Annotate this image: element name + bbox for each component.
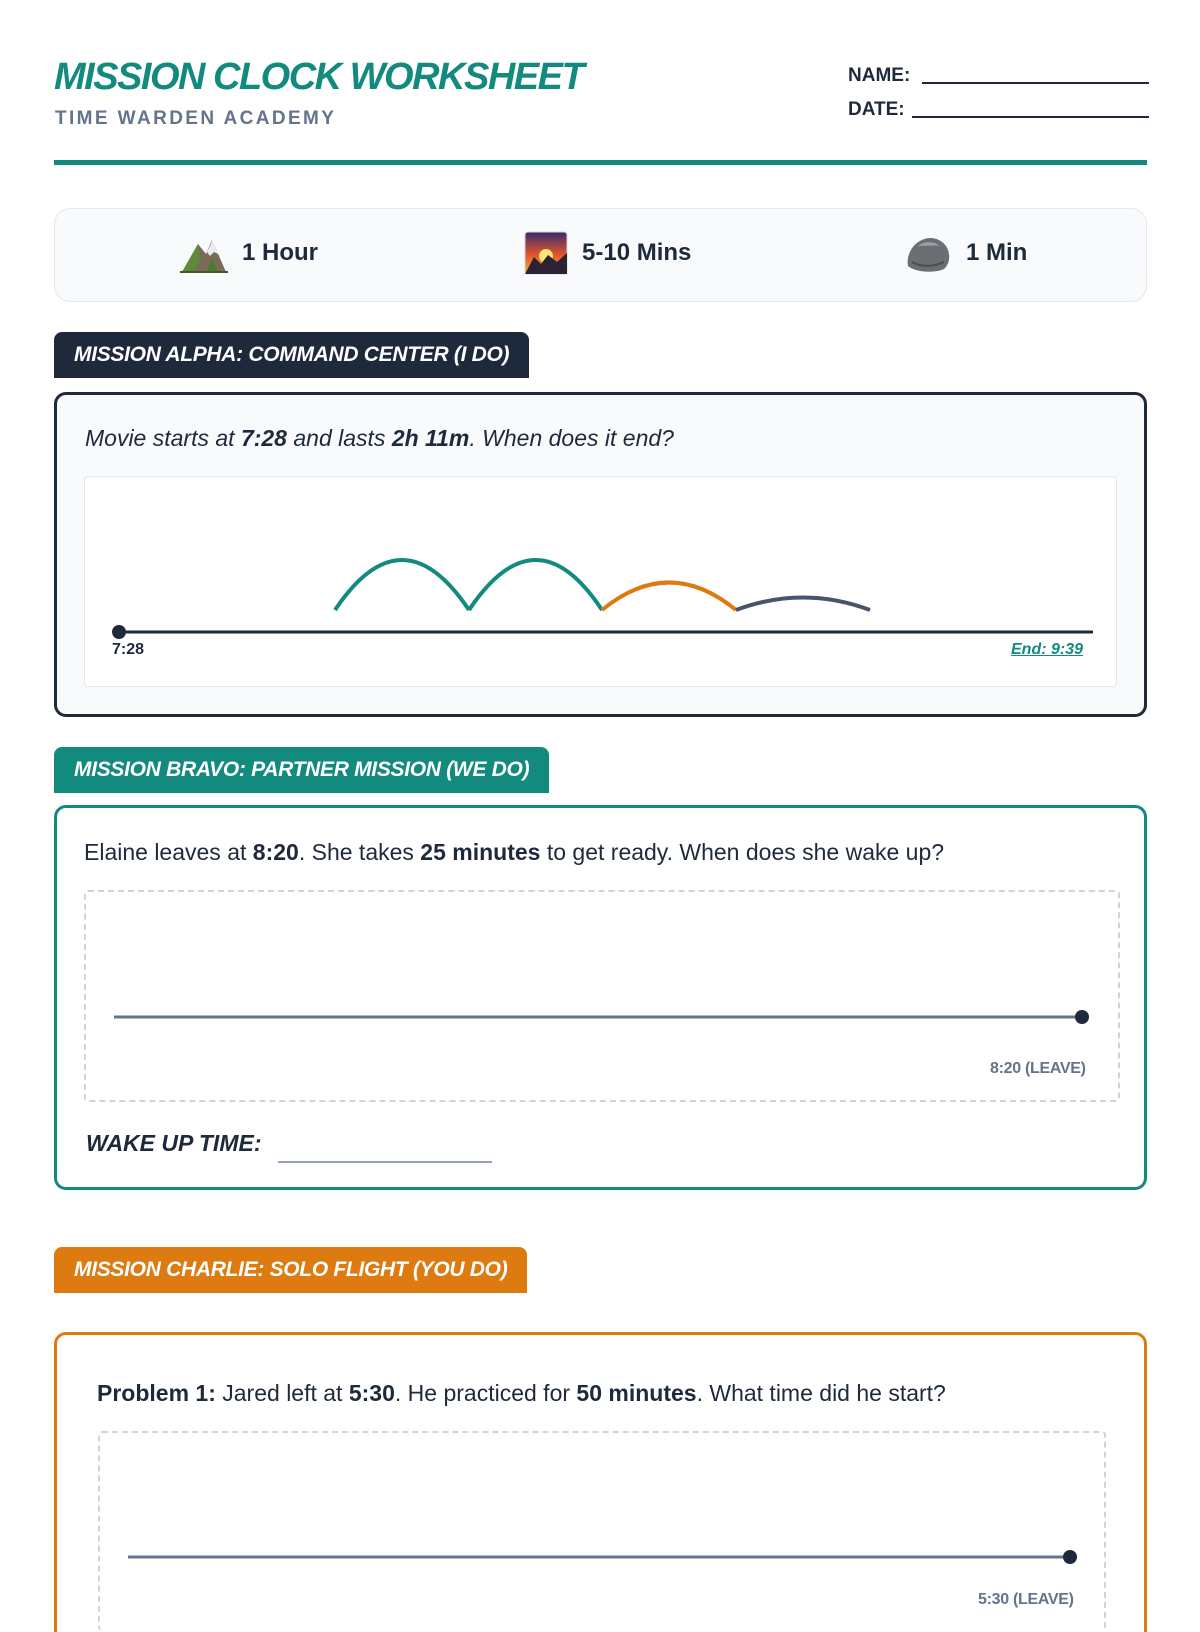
charlie-leave-point [1063,1550,1077,1564]
alpha-minute-jump [736,598,870,611]
alpha-minutes-jump [602,583,736,611]
bravo-leave-label: 8:20 (LEAVE) [990,1060,1086,1077]
worksheet-subtitle: TIME WARDEN ACADEMY [55,108,337,129]
legend-label: 5-10 Mins [582,239,692,266]
alpha-start-label: 7:28 [112,641,145,658]
alpha-number-line [0,0,1200,720]
alpha-hour-jump-2 [469,560,602,610]
alpha-end-label: End: 9:39 [1011,641,1084,658]
name-label: NAME: [848,65,911,86]
charlie-number-line [0,1535,1200,1575]
date-label: DATE: [848,99,905,120]
bravo-leave-point [1075,1010,1089,1024]
wake-up-answer-line[interactable] [278,1161,492,1163]
legend-label: 1 Hour [242,239,319,266]
bravo-question: Elaine leaves at 8:20. She takes 25 minutes to get ready. When does she wake up? [84,839,945,865]
legend-label: 1 Min [966,239,1028,266]
alpha-start-point [112,625,126,639]
bravo-number-line [0,980,1200,1040]
charlie-question: Problem 1: Jared left at 5:30. He practiced for 50 minutes. What time did he start? [97,1380,946,1406]
mission-alpha-tab: MISSION ALPHA: COMMAND CENTER (I DO) [54,332,529,378]
mission-charlie-tab: MISSION CHARLIE: SOLO FLIGHT (YOU DO) [54,1247,527,1293]
alpha-hour-jump-1 [335,560,469,610]
worksheet-title: MISSION CLOCK WORKSHEET [54,56,584,98]
alpha-question: Movie starts at 7:28 and lasts 2h 11m. When does it end? [85,425,674,451]
mission-bravo-tab: MISSION BRAVO: PARTNER MISSION (WE DO) [54,747,549,793]
charlie-work-area[interactable] [98,1431,1106,1631]
wake-up-label: WAKE UP TIME: [86,1130,262,1156]
charlie-leave-label: 5:30 (LEAVE) [978,1591,1074,1608]
